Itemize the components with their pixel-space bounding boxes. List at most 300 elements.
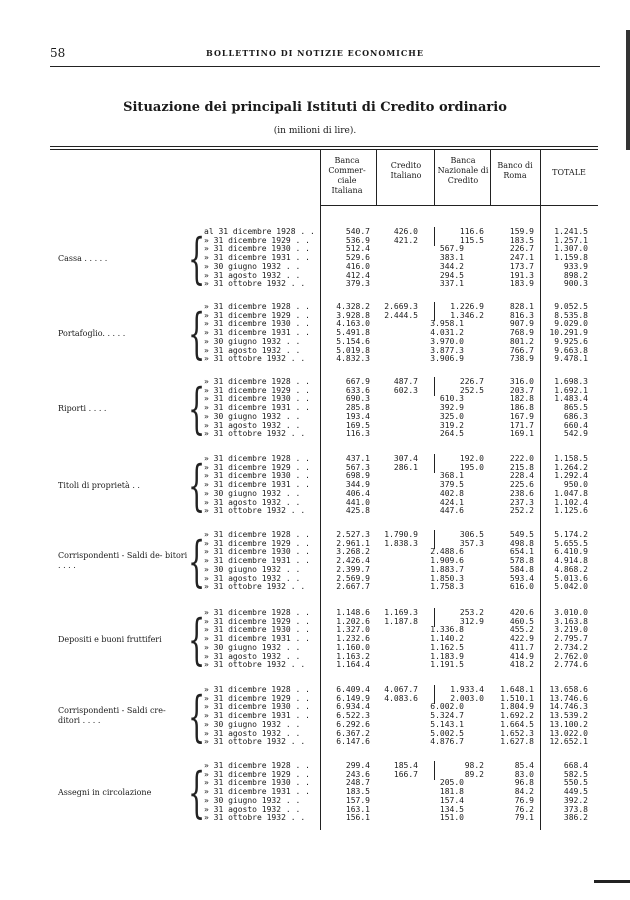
cell-bci: 4.163.0 <box>336 319 370 329</box>
cell-banco-roma: 907.9 <box>509 319 534 329</box>
cell-totale: 950.0 <box>563 480 588 490</box>
section-label: Corrispondenti - Saldi cre- ditori . . . . <box>58 706 166 726</box>
cell-bnc: 4.876.7 <box>430 737 464 747</box>
cell-bci: 1.232.6 <box>336 634 370 644</box>
cell-bnc: 2.003.0 <box>450 693 484 703</box>
cell-bnc: 116.6 <box>459 227 484 236</box>
row-date: » 31 dicembre 1931 . . <box>204 711 310 721</box>
cell-credito-italiano: 1.838.3 <box>384 538 418 548</box>
cell-bci: 1.163.2 <box>336 651 370 661</box>
cell-bci: 512.4 <box>345 244 370 254</box>
cell-totale: 5.013.6 <box>554 573 588 583</box>
row-date: » 30 giugno 1932 . . <box>204 564 301 574</box>
cell-bnc: 5.324.7 <box>430 711 464 721</box>
row-date: » 31 agosto 1932 . . <box>204 420 301 430</box>
cell-bci: 698.9 <box>345 471 370 481</box>
cell-banco-roma: 238.6 <box>509 488 534 498</box>
section-brace: { <box>188 302 206 365</box>
section-brace: { <box>188 454 206 517</box>
cell-totale: 900.3 <box>563 279 588 289</box>
cell-bnc: 1.140.2 <box>430 634 464 644</box>
cell-bnc: 447.6 <box>439 506 464 516</box>
column-rule <box>434 150 435 206</box>
cell-banco-roma: 828.1 <box>509 302 534 311</box>
row-date: » 31 ottobre 1932 . . <box>204 429 306 439</box>
cell-bci: 6.934.4 <box>336 702 370 712</box>
cell-bci: 406.4 <box>345 488 370 498</box>
cell-bci: 1.148.6 <box>336 608 370 617</box>
cell-bnc: 226.7 <box>459 377 484 386</box>
cell-totale: 3.163.8 <box>554 616 588 626</box>
cell-bci: 163.1 <box>345 804 370 814</box>
cell-bci: 5.491.8 <box>336 328 370 338</box>
cell-totale: 13.100.2 <box>549 719 588 729</box>
section-brace: { <box>188 227 206 290</box>
cell-bci: 299.4 <box>345 761 370 770</box>
row-date: » 31 dicembre 1930 . . <box>204 319 310 329</box>
cell-bnc: 3.958.1 <box>430 319 464 329</box>
cell-credito-italiano: 2.669.3 <box>384 302 418 311</box>
cell-bci: 437.1 <box>345 454 370 463</box>
cell-bnc: 1.933.4 <box>450 685 484 694</box>
cell-bnc: 2.488.6 <box>430 547 464 557</box>
row-date: » 31 dicembre 1929 . . <box>204 310 310 320</box>
cell-totale: 2.795.7 <box>554 634 588 644</box>
cell-totale: 1.159.8 <box>554 253 588 263</box>
row-date: al 31 dicembre 1928 . . <box>204 227 315 236</box>
cell-bci: 6.522.3 <box>336 711 370 721</box>
row-date: » 31 dicembre 1928 . . <box>204 608 310 617</box>
cell-totale: 550.5 <box>563 778 588 788</box>
cell-credito-italiano: 487.7 <box>393 377 418 386</box>
cell-bnc: 344.2 <box>439 261 464 271</box>
cell-bnc: 1.183.9 <box>430 651 464 661</box>
cell-bci: 3.268.2 <box>336 547 370 557</box>
cell-bnc: 319.2 <box>439 420 464 430</box>
cell-totale: 8.535.8 <box>554 310 588 320</box>
cell-bci: 6.409.4 <box>336 685 370 694</box>
cell-banco-roma: 84.2 <box>514 787 534 797</box>
cell-bnc: 567.9 <box>439 244 464 254</box>
row-date: » 31 dicembre 1931 . . <box>204 556 310 566</box>
cell-totale: 3.219.0 <box>554 625 588 635</box>
cell-banco-roma: 654.1 <box>509 547 534 557</box>
section-label: Assegni in circolazione <box>58 788 152 798</box>
cell-totale: 10.291.9 <box>549 328 588 338</box>
cell-bnc: 294.5 <box>439 270 464 280</box>
cell-bci: 2.961.1 <box>336 538 370 548</box>
cell-bnc: 134.5 <box>439 804 464 814</box>
row-date: » 31 ottobre 1932 . . <box>204 506 306 516</box>
cell-banco-roma: 76.9 <box>514 795 534 805</box>
row-date: » 30 giugno 1932 . . <box>204 336 301 346</box>
cell-banco-roma: 316.0 <box>509 377 534 386</box>
row-date: » 31 dicembre 1930 . . <box>204 778 310 788</box>
cell-banco-roma: 173.7 <box>509 261 534 271</box>
cell-bnc: 1.883.7 <box>430 564 464 574</box>
row-date: » 31 dicembre 1930 . . <box>204 625 310 635</box>
cell-bci: 2.667.7 <box>336 582 370 592</box>
cell-totale: 1.264.2 <box>554 462 588 472</box>
row-date: » 31 dicembre 1931 . . <box>204 480 310 490</box>
section-label: Titoli di proprietà . . <box>58 481 140 491</box>
cell-bnc: 383.1 <box>439 253 464 263</box>
cell-banco-roma: 801.2 <box>509 336 534 346</box>
cell-bnc: 5.002.5 <box>430 728 464 738</box>
cell-banco-roma: 237.3 <box>509 497 534 507</box>
cell-totale: 2.734.2 <box>554 642 588 652</box>
cell-totale: 1.047.8 <box>554 488 588 498</box>
cell-totale: 9.052.5 <box>554 302 588 311</box>
cell-bnc: 357.3 <box>459 538 484 548</box>
cell-credito-italiano: 4.083.6 <box>384 693 418 703</box>
cell-totale: 2.774.6 <box>554 660 588 670</box>
column-header-credito-italiano: Credito Italiano <box>390 161 422 180</box>
cell-totale: 392.2 <box>563 795 588 805</box>
cell-banco-roma: 498.8 <box>509 538 534 548</box>
cell-banco-roma: 167.9 <box>509 411 534 421</box>
cell-bci: 248.7 <box>345 778 370 788</box>
cell-totale: 1.692.1 <box>554 385 588 395</box>
cell-totale: 9.925.6 <box>554 336 588 346</box>
row-date: » 31 dicembre 1929 . . <box>204 616 310 626</box>
cell-totale: 1.241.5 <box>554 227 588 236</box>
cell-banco-roma: 252.2 <box>509 506 534 516</box>
cell-totale: 1.102.4 <box>554 497 588 507</box>
cell-totale: 898.2 <box>563 270 588 280</box>
cell-totale: 4.868.2 <box>554 564 588 574</box>
cell-banco-roma: 420.6 <box>509 608 534 617</box>
section-label: Depositi e buoni fruttiferi <box>58 635 162 645</box>
row-date: » 31 dicembre 1930 . . <box>204 471 310 481</box>
cell-bci: 2.527.3 <box>336 530 370 539</box>
cell-banco-roma: 816.3 <box>509 310 534 320</box>
cell-totale: 13.658.6 <box>549 685 588 694</box>
cell-banco-roma: 593.4 <box>509 573 534 583</box>
cell-bnc: 205.0 <box>439 778 464 788</box>
cell-bci: 1.164.4 <box>336 660 370 670</box>
cell-bci: 4.832.3 <box>336 354 370 364</box>
row-date: » 31 dicembre 1929 . . <box>204 769 310 779</box>
cell-totale: 1.257.1 <box>554 235 588 245</box>
cell-bnc: 6.002.0 <box>430 702 464 712</box>
row-date: » 31 dicembre 1930 . . <box>204 547 310 557</box>
cell-bnc: 5.143.1 <box>430 719 464 729</box>
cell-totale: 13.022.0 <box>549 728 588 738</box>
cell-bci: 183.5 <box>345 787 370 797</box>
cell-bnc: 379.5 <box>439 480 464 490</box>
cell-totale: 686.3 <box>563 411 588 421</box>
cell-banco-roma: 1.627.8 <box>500 737 534 747</box>
cell-bnc: 325.0 <box>439 411 464 421</box>
row-date: » 31 dicembre 1928 . . <box>204 302 310 311</box>
cell-totale: 865.5 <box>563 403 588 413</box>
cell-bnc: 98.2 <box>464 761 484 770</box>
cell-bci: 536.9 <box>345 235 370 245</box>
row-date: » 30 giugno 1932 . . <box>204 719 301 729</box>
cell-totale: 9.663.8 <box>554 345 588 355</box>
cell-banco-roma: 247.1 <box>509 253 534 263</box>
cell-bci: 169.5 <box>345 420 370 430</box>
cell-banco-roma: 414.9 <box>509 651 534 661</box>
cell-totale: 1.698.3 <box>554 377 588 386</box>
cell-banco-roma: 203.7 <box>509 385 534 395</box>
cell-bci: 2.569.9 <box>336 573 370 583</box>
cell-bnc: 181.8 <box>439 787 464 797</box>
cell-totale: 1.483.4 <box>554 394 588 404</box>
row-date: » 31 dicembre 1928 . . <box>204 377 310 386</box>
cell-bci: 5.019.8 <box>336 345 370 355</box>
row-date: » 31 agosto 1932 . . <box>204 651 301 661</box>
cell-bnc: 1.226.9 <box>450 302 484 311</box>
column-rule <box>490 150 491 206</box>
row-date: » 31 dicembre 1929 . . <box>204 538 310 548</box>
cell-totale: 668.4 <box>563 761 588 770</box>
row-date: » 31 dicembre 1931 . . <box>204 787 310 797</box>
row-date: » 31 dicembre 1930 . . <box>204 244 310 254</box>
row-date: » 31 dicembre 1930 . . <box>204 394 310 404</box>
row-date: » 31 ottobre 1932 . . <box>204 813 306 823</box>
cell-bnc: 1.162.5 <box>430 642 464 652</box>
split-rule <box>434 302 435 321</box>
cell-banco-roma: 616.0 <box>509 582 534 592</box>
section-label: Corrispondenti - Saldi de- bitori . . . . <box>58 551 188 571</box>
cell-credito-italiano: 426.0 <box>393 227 418 236</box>
cell-totale: 9.029.0 <box>554 319 588 329</box>
cell-bci: 116.3 <box>345 429 370 439</box>
cell-credito-italiano: 185.4 <box>393 761 418 770</box>
running-header: BOLLETTINO DI NOTIZIE ECONOMICHE <box>206 48 424 58</box>
cell-banco-roma: 766.7 <box>509 345 534 355</box>
row-date: » 31 dicembre 1931 . . <box>204 253 310 263</box>
column-header-totale: TOTALE <box>552 168 586 177</box>
cell-totale: 660.4 <box>563 420 588 430</box>
row-date: » 31 dicembre 1928 . . <box>204 530 310 539</box>
row-date: » 31 dicembre 1929 . . <box>204 385 310 395</box>
cell-bnc: 115.5 <box>459 235 484 245</box>
cell-totale: 12.652.1 <box>549 737 588 747</box>
cell-totale: 5.174.2 <box>554 530 588 539</box>
cell-bnc: 252.5 <box>459 385 484 395</box>
split-rule <box>434 685 435 704</box>
cell-credito-italiano: 1.187.8 <box>384 616 418 626</box>
row-date: » 30 giugno 1932 . . <box>204 261 301 271</box>
row-date: » 31 ottobre 1932 . . <box>204 354 306 364</box>
cell-bnc: 368.1 <box>439 471 464 481</box>
split-rule <box>434 377 435 396</box>
split-rule <box>434 530 435 549</box>
cell-bnc: 1.346.2 <box>450 310 484 320</box>
section-label: Cassa . . . . . <box>58 254 108 264</box>
cell-bnc: 1.191.5 <box>430 660 464 670</box>
cell-bci: 633.6 <box>345 385 370 395</box>
cell-banco-roma: 228.4 <box>509 471 534 481</box>
column-header-rule <box>320 205 598 206</box>
cell-banco-roma: 768.9 <box>509 328 534 338</box>
cell-bci: 690.3 <box>345 394 370 404</box>
row-date: » 30 giugno 1932 . . <box>204 642 301 652</box>
cell-banco-roma: 578.8 <box>509 556 534 566</box>
cell-bci: 567.3 <box>345 462 370 472</box>
row-date: » 31 ottobre 1932 . . <box>204 737 306 747</box>
cell-totale: 14.746.3 <box>549 702 588 712</box>
cell-banco-roma: 79.1 <box>514 813 534 823</box>
cell-banco-roma: 96.8 <box>514 778 534 788</box>
cell-banco-roma: 182.8 <box>509 394 534 404</box>
cell-bci: 6.292.6 <box>336 719 370 729</box>
row-date: » 31 agosto 1932 . . <box>204 270 301 280</box>
cell-bnc: 89.2 <box>464 769 484 779</box>
cell-banco-roma: 226.7 <box>509 244 534 254</box>
cell-banco-roma: 1.804.9 <box>500 702 534 712</box>
row-date: » 31 dicembre 1930 . . <box>204 702 310 712</box>
cell-bci: 529.6 <box>345 253 370 263</box>
cell-bci: 1.327.0 <box>336 625 370 635</box>
cell-banco-roma: 1.664.5 <box>500 719 534 729</box>
cell-bci: 667.9 <box>345 377 370 386</box>
cell-credito-italiano: 286.1 <box>393 462 418 472</box>
cell-totale: 3.010.0 <box>554 608 588 617</box>
cell-bci: 4.328.2 <box>336 302 370 311</box>
column-header-bnc: Banca Nazionale di Credito <box>437 156 489 185</box>
cell-bci: 193.4 <box>345 411 370 421</box>
cell-bnc: 3.970.0 <box>430 336 464 346</box>
cell-banco-roma: 225.6 <box>509 480 534 490</box>
row-date: » 30 giugno 1932 . . <box>204 488 301 498</box>
cell-credito-italiano: 166.7 <box>393 769 418 779</box>
cell-banco-roma: 183.5 <box>509 235 534 245</box>
cell-banco-roma: 76.2 <box>514 804 534 814</box>
row-date: » 30 giugno 1932 . . <box>204 795 301 805</box>
cell-bci: 344.9 <box>345 480 370 490</box>
cell-bci: 412.4 <box>345 270 370 280</box>
cell-banco-roma: 1.652.3 <box>500 728 534 738</box>
column-header-banco-roma: Banco di Roma <box>497 161 533 180</box>
cell-bnc: 3.877.3 <box>430 345 464 355</box>
cell-totale: 2.762.0 <box>554 651 588 661</box>
cell-banco-roma: 83.0 <box>514 769 534 779</box>
section-label: Portafoglio. . . . . <box>58 329 126 339</box>
column-rule <box>376 150 377 206</box>
cell-bnc: 3.906.9 <box>430 354 464 364</box>
cell-totale: 542.9 <box>563 429 588 439</box>
cell-totale: 13.539.2 <box>549 711 588 721</box>
page-number: 58 <box>50 46 66 60</box>
cell-bci: 441.0 <box>345 497 370 507</box>
cell-banco-roma: 191.3 <box>509 270 534 280</box>
row-date: » 30 giugno 1932 . . <box>204 411 301 421</box>
split-rule <box>434 608 435 627</box>
cell-banco-roma: 159.9 <box>509 227 534 236</box>
cell-bci: 6.149.9 <box>336 693 370 703</box>
row-date: » 31 agosto 1932 . . <box>204 497 301 507</box>
section-brace: { <box>188 761 206 824</box>
cell-totale: 1.292.4 <box>554 471 588 481</box>
cell-bnc: 610.3 <box>439 394 464 404</box>
cell-bnc: 4.031.2 <box>430 328 464 338</box>
cell-bci: 156.1 <box>345 813 370 823</box>
cell-totale: 1.158.5 <box>554 454 588 463</box>
table-top-rule <box>50 146 598 147</box>
cell-bci: 3.928.8 <box>336 310 370 320</box>
ink-mark <box>594 880 630 883</box>
row-date: » 31 agosto 1932 . . <box>204 573 301 583</box>
cell-bnc: 157.4 <box>439 795 464 805</box>
cell-bnc: 424.1 <box>439 497 464 507</box>
cell-bnc: 306.5 <box>459 530 484 539</box>
cell-banco-roma: 215.8 <box>509 462 534 472</box>
table-subtitle: (in milioni di lire). <box>273 126 357 136</box>
header-rule <box>50 66 600 67</box>
cell-credito-italiano: 1.790.9 <box>384 530 418 539</box>
cell-bci: 2.426.4 <box>336 556 370 566</box>
cell-banco-roma: 549.5 <box>509 530 534 539</box>
cell-credito-italiano: 1.169.3 <box>384 608 418 617</box>
cell-bnc: 392.9 <box>439 403 464 413</box>
row-date: » 31 ottobre 1932 . . <box>204 660 306 670</box>
cell-banco-roma: 584.8 <box>509 564 534 574</box>
cell-totale: 1.125.6 <box>554 506 588 516</box>
cell-bnc: 1.336.8 <box>430 625 464 635</box>
table-top-rule-2 <box>50 149 598 150</box>
section-brace: { <box>188 685 206 748</box>
row-date: » 31 dicembre 1929 . . <box>204 693 310 703</box>
row-date: » 31 dicembre 1928 . . <box>204 685 310 694</box>
row-date: » 31 agosto 1932 . . <box>204 345 301 355</box>
cell-totale: 13.746.6 <box>549 693 588 703</box>
cell-totale: 9.478.1 <box>554 354 588 364</box>
cell-banco-roma: 1.648.1 <box>500 685 534 694</box>
column-rule <box>320 150 321 830</box>
cell-totale: 6.410.9 <box>554 547 588 557</box>
row-date: » 31 dicembre 1931 . . <box>204 634 310 644</box>
cell-totale: 386.2 <box>563 813 588 823</box>
cell-bci: 416.0 <box>345 261 370 271</box>
cell-bnc: 195.0 <box>459 462 484 472</box>
split-rule <box>434 227 435 246</box>
cell-totale: 933.9 <box>563 261 588 271</box>
section-label: Riporti . . . . <box>58 404 107 414</box>
cell-totale: 449.5 <box>563 787 588 797</box>
cell-bci: 157.9 <box>345 795 370 805</box>
cell-banco-roma: 411.7 <box>509 642 534 652</box>
cell-bci: 6.367.2 <box>336 728 370 738</box>
cell-bci: 1.202.6 <box>336 616 370 626</box>
cell-totale: 373.8 <box>563 804 588 814</box>
page-edge-mark <box>626 30 630 150</box>
cell-banco-roma: 186.8 <box>509 403 534 413</box>
cell-bci: 285.8 <box>345 403 370 413</box>
cell-banco-roma: 1.510.1 <box>500 693 534 703</box>
row-date: » 31 agosto 1932 . . <box>204 728 301 738</box>
cell-bci: 6.147.6 <box>336 737 370 747</box>
cell-bnc: 402.8 <box>439 488 464 498</box>
cell-banco-roma: 738.9 <box>509 354 534 364</box>
cell-banco-roma: 183.9 <box>509 279 534 289</box>
cell-bnc: 312.9 <box>459 616 484 626</box>
row-date: » 31 dicembre 1929 . . <box>204 462 310 472</box>
row-date: » 31 agosto 1932 . . <box>204 804 301 814</box>
cell-totale: 582.5 <box>563 769 588 779</box>
column-rule <box>540 150 541 830</box>
cell-bnc: 151.0 <box>439 813 464 823</box>
row-date: » 31 ottobre 1932 . . <box>204 582 306 592</box>
cell-banco-roma: 171.7 <box>509 420 534 430</box>
cell-totale: 4.914.8 <box>554 556 588 566</box>
cell-bci: 243.6 <box>345 769 370 779</box>
cell-bnc: 192.0 <box>459 454 484 463</box>
cell-bci: 2.399.7 <box>336 564 370 574</box>
